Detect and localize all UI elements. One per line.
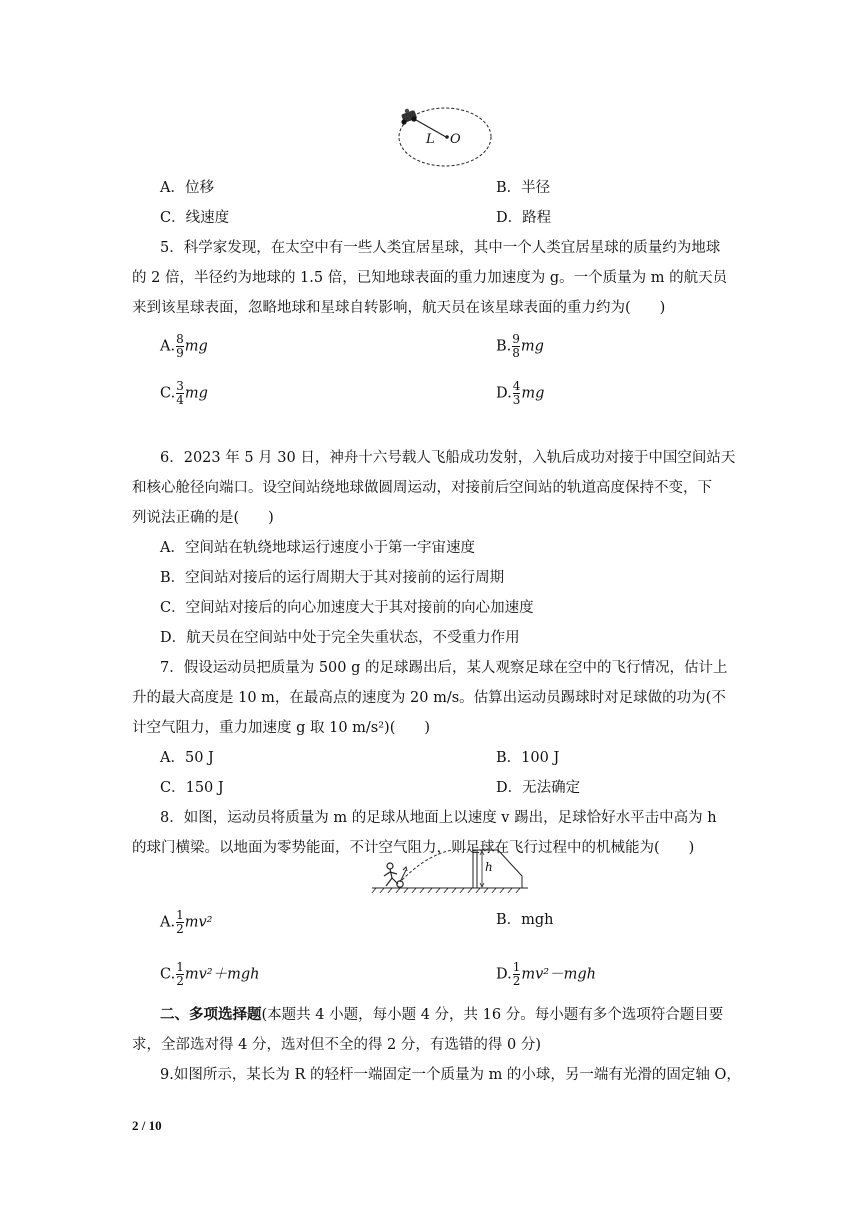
section-2-title: 二、多项选择题 [160,1006,262,1023]
q4-option-c: C．线速度 [160,210,230,226]
q7-option-a: A．50 J [160,750,214,766]
q5-line-2: 的 2 倍，半径约为地球的 1.5 倍，已知地球表面的重力加速度为 g。一个质量为 m 的航天员 [132,270,728,286]
section-2-heading [160,1005,723,1025]
q7-line-2: 升的最大高度是 10 m，在最高点的速度为 20 m/s。估算出运动员踢球时对足球做的功为(不 [132,690,726,706]
q4-option-d: D．路程 [496,210,552,226]
figure-label-O: O [450,132,461,147]
q5-option-b: B. $\frac{9}{8}$ mg [496,332,544,360]
q6-line-2: 和核心舱径向端口。设空间站绕地球做圆周运动，对接前后空间站的轨道高度保持不变，下 [132,480,712,496]
q7-option-c: C．150 J [160,780,224,796]
q7-line-1: 7．假设运动员把质量为 500 g 的足球踢出后，某人观察足球在空中的飞行情况，估计上 [160,660,728,676]
q5-line-3: 来到该星球表面，忽略地球和星球自转影响，航天员在该星球表面的重力约为( ) [132,300,666,316]
q8-option-d: D. $\frac{1}{2}$ mv²－mgh [496,960,596,988]
kicker-icon [384,863,398,886]
q6-line-3: 列说法正确的是( ) [132,510,274,526]
q6-option-b: B．空间站对接后的运行周期大于其对接前的运行周期 [160,570,505,586]
q6-line-1: 6．2023 年 5 月 30 日，神舟十六号载人飞船成功发射，入轨后成功对接于中国空间站天 [160,450,736,466]
q6-option-c: C．空间站对接后的向心加速度大于其对接前的向心加速度 [160,600,534,616]
q5-option-d: D. $\frac{4}{3}$ mg [496,379,545,407]
figure-label-L: L [426,132,435,147]
q6-option-d: D．航天员在空间站中处于完全失重状态，不受重力作用 [160,630,520,646]
q6-option-a: A．空间站在轨绕地球运行速度小于第一宇宙速度 [160,540,475,556]
q8-option-a: A. $\frac{1}{2}$ mv² [160,908,213,936]
section-2-instructions: (本题共 4 小题，每小题 4 分，共 16 分。每小题有多个选项符合题目要 [261,1007,724,1023]
q7-line-3: 计空气阻力，重力加速度 g 取 10 m/s²)( ) [132,720,431,736]
q7-option-d: D．无法确定 [496,780,581,796]
football-figure [370,846,530,894]
q8-option-b: B．mgh [496,912,554,928]
q9-line-1: 9.如图所示，某长为 R 的轻杆一端固定一个质量为 m 的小球，另一端有光滑的固定轴 O， [160,1067,741,1083]
q5-line-1: 5．科学家发现，在太空中有一些人类宜居星球，其中一个人类宜居星球的质量约为地球 [160,240,721,256]
car-icon [401,109,417,125]
orbit-figure [396,104,494,170]
q5-option-c: C. $\frac{3}{4}$ mg [160,379,208,407]
figure-label-h: h [485,860,493,874]
q7-option-b: B．100 J [496,750,560,766]
q4-option-a: A．位移 [160,180,214,196]
page-number: 2 / 10 [132,1118,162,1133]
q8-option-c: C. $\frac{1}{2}$ mv²＋mgh [160,960,260,988]
q8-line-1: 8．如图，运动员将质量为 m 的足球从地面上以速度 v 踢出，足球恰好水平击中高为 h [160,810,717,826]
q4-option-b: B．半径 [496,180,551,196]
section-2-line-2: 求，全部选对得 4 分，选对但不全的得 2 分，有选错的得 0 分) [132,1037,541,1053]
q8-line-2: 的球门横梁。以地面为零势能面，不计空气阻力，则足球在飞行过程中的机械能为( ) [132,840,695,856]
q5-option-a: A. $\frac{8}{9}$ mg [160,332,208,360]
